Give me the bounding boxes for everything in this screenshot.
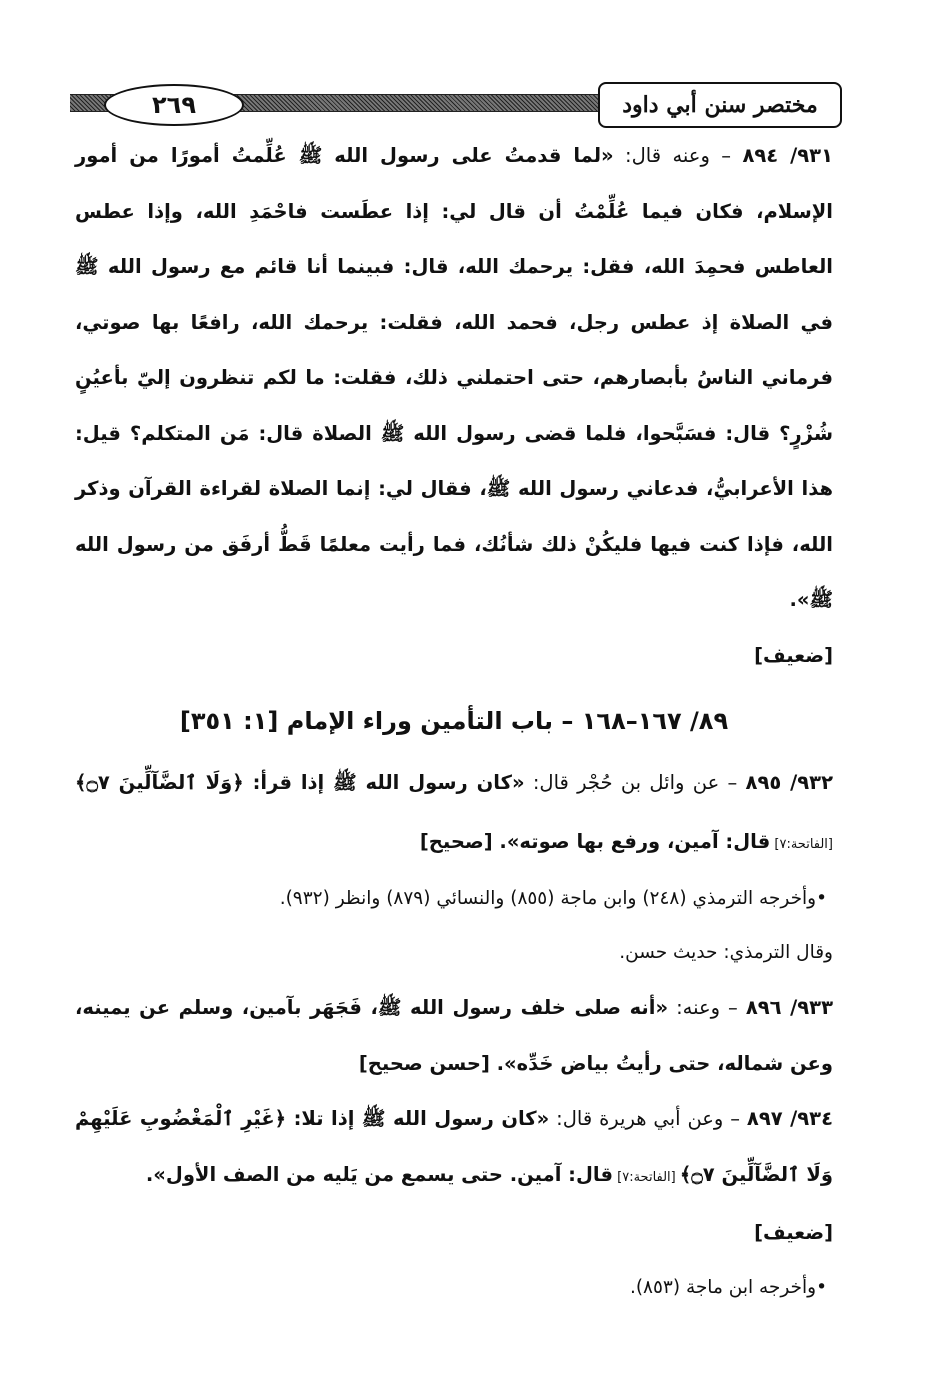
hadith-intro: – عن وائل بن حُجْر قال: xyxy=(524,771,746,794)
takhrij-note xyxy=(75,1261,833,1315)
note-text: وأخرجه الترمذي (٢٤٨) وابن ماجة (٨٥٥) والنسائي (٨٧٩) وانظر (٩٣٢). xyxy=(279,888,817,909)
hadith-text-cont: قال: آمين. حتى يسمع من يَليه من الصف الأول». xyxy=(145,1162,613,1186)
hadith-933 xyxy=(75,980,833,1091)
hadith-text: «كان رسول الله ﷺ إذا قرأ: xyxy=(243,771,525,794)
hadith-931-grade xyxy=(75,628,833,684)
verse-reference: [الفاتحة:٧] xyxy=(613,1169,680,1185)
note-text: وأخرجه ابن ماجة (٨٥٣). xyxy=(629,1276,817,1298)
takhrij-note-2 xyxy=(75,926,833,980)
hadith-intro: – وعنه: xyxy=(668,996,746,1019)
page-body xyxy=(75,128,833,1315)
chapter-title: ٨٩/ ١٦٧–١٦٨ – باب التأمين وراء الإمام [١: ٣٥١] xyxy=(179,707,729,735)
hadith-932 xyxy=(75,755,833,872)
hadith-text: «كان رسول الله ﷺ إذا تلا: xyxy=(286,1107,550,1130)
page-number: ٢٦٩ xyxy=(104,84,244,126)
hadith-text: «لما قدمتُ على رسول الله ﷺ عُلِّمتُ أمورًا من أمور الإسلام، فكان فيما عُلِّمْتُ أن قال لي: إذا عطَست فاحْمَدِ الله، وإذا عطس العاطس فحمِدَ الله، فقل: يرحمك الله، قال: فبينما أنا قائم مع رسول الله ﷺ في الصلاة إذ عطس رجل، فحمد الله، فقلت: يرحمك الله، رافعًا بها صوتي، فرماني الناسُ بأبصارهم، حتى احتملني ذلك، فقلت: ما لكم تنظرون إليّ بأعيُنٍ شُزْرٍ؟ قال: فسَبَّحوا، فلما قضى رسول الله ﷺ الصلاة قال: مَن المتكلم؟ قيل: هذا الأعرابيُّ، فدعاني رسول الله ﷺ، فقال لي: إنما الصلاة لقراءة القرآن وذكر الله، فإذا كنت فيها فليكُنْ ذلك شأنُك، فما رأيت معلمًا قَطُّ أرفَق من رسول الله ﷺ». xyxy=(75,144,833,611)
bullet-icon: • xyxy=(816,1276,827,1298)
page-header xyxy=(70,82,842,126)
hadith-intro: – وعنه قال: xyxy=(613,144,743,167)
grade-label: [حسن صحيح] xyxy=(358,1051,490,1075)
hadith-number: ٩٣٤/ ٨٩٧ xyxy=(746,1107,833,1130)
book-title: مختصر سنن أبي داود xyxy=(598,82,842,128)
hadith-intro: – وعن أبي هريرة قال: xyxy=(549,1107,747,1130)
takhrij-note xyxy=(75,872,833,926)
grade-label: [ضعيف] xyxy=(754,643,833,667)
grade-label: [صحيح] xyxy=(419,829,493,853)
hadith-text: «أنه صلى خلف رسول الله ﷺ، فَجَهَر بآمين، وسلم عن يمينه، وعن شماله، حتى رأيتُ بياض خَدِّه». xyxy=(75,996,833,1075)
hadith-text-cont: قال: آمين، ورفع بها صوته». xyxy=(492,829,771,853)
note-text: وقال الترمذي: حديث حسن. xyxy=(619,942,833,963)
quran-verse: ﴿غَيْرِ ٱلْمَغْضُوبِ عَلَيْهِمْ وَلَا ٱلضَّآلِّينَ ۝٧﴾ xyxy=(75,1107,833,1186)
verse-reference: [الفاتحة:٧] xyxy=(770,836,833,852)
hadith-934-grade xyxy=(75,1205,833,1261)
hadith-934 xyxy=(75,1091,833,1205)
hadith-number: ٩٣١/ ٨٩٤ xyxy=(742,144,833,167)
quran-verse: ﴿وَلَا ٱلضَّآلِّينَ ۝٧﴾ xyxy=(75,771,244,794)
bullet-icon: • xyxy=(816,888,827,909)
hadith-931 xyxy=(75,128,833,628)
hadith-number: ٩٣٢/ ٨٩٥ xyxy=(745,771,833,794)
grade-label: [ضعيف] xyxy=(754,1221,833,1244)
hadith-number: ٩٣٣/ ٨٩٦ xyxy=(745,996,833,1019)
